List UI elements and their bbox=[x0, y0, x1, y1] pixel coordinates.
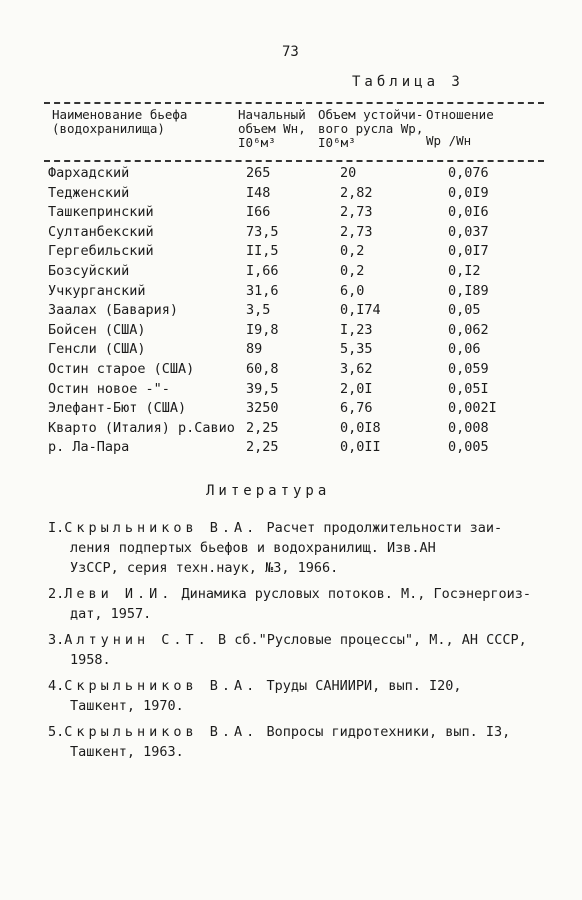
reference-item: I.Скрыльников В.А. Расчет продолжительности заи- ления подпертых бьефов и водохранилищ. Изв.АН УзССР, серия техн.наук, №3, 1966. bbox=[48, 520, 503, 576]
literature-title: Литература bbox=[206, 483, 331, 499]
table-row: Султанбекский 73,5 2,73 0,037 bbox=[48, 223, 489, 240]
table-row: Бозсуйский I,66 0,2 0,I2 bbox=[48, 262, 481, 279]
table-row: Заалах (Бавария) 3,5 0,I74 0,05 bbox=[48, 302, 481, 319]
reference-item: 2.Леви И.И. Динамика русловых потоков. М., Госэнергоиз- дат, 1957. bbox=[48, 586, 532, 622]
reference-item: 5.Скрыльников В.А. Вопросы гидротехники, вып. I3, Ташкент, 1963. bbox=[48, 724, 511, 760]
table-top-rule bbox=[44, 102, 544, 104]
header-ratio: Отношение Wр /Wн bbox=[426, 107, 494, 148]
table-row: Элефант-Бют (США) 3250 6,76 0,002I bbox=[48, 400, 497, 417]
table-header-rule bbox=[44, 160, 544, 162]
table-row: Генсли (США) 89 5,35 0,06 bbox=[48, 341, 481, 358]
page-number: 73 bbox=[282, 44, 299, 60]
reference-item: 4.Скрыльников В.А. Труды САНИИРИ, вып. I20, Ташкент, 1970. bbox=[48, 678, 462, 714]
table-title: Таблица 3 bbox=[352, 74, 464, 90]
table-row: Кварто (Италия) р.Савио 2,25 0,0I8 0,008 bbox=[48, 419, 489, 436]
header-name: Наименование бьефа (водохранилища) bbox=[52, 107, 188, 136]
table-row: Ташкепринский I66 2,73 0,0I6 bbox=[48, 204, 489, 221]
header-stable-volume: Объем устойчи- вого русла Wр, I0⁶м³ bbox=[318, 107, 424, 150]
reservoir-table bbox=[48, 164, 548, 458]
header-initial-volume: Начальный объем Wн, I0⁶м³ bbox=[238, 107, 306, 150]
table-row: Тедженский I48 2,82 0,0I9 bbox=[48, 184, 489, 201]
table-row: Учкурганский 31,6 6,0 0,I89 bbox=[48, 282, 489, 299]
table-row: Остин новое -"- 39,5 2,0I 0,05I bbox=[48, 380, 489, 397]
reference-item: 3.Алтунин С.Т. В сб."Русловые процессы", М., АН СССР, 1958. bbox=[48, 632, 527, 668]
reference-list bbox=[48, 518, 548, 768]
table-row: Гергебильский II,5 0,2 0,0I7 bbox=[48, 243, 489, 260]
table-row: Остин старое (США) 60,8 3,62 0,059 bbox=[48, 360, 489, 377]
table-row: Фархадский 265 20 0,076 bbox=[48, 165, 489, 181]
table-row: Бойсен (США) I9,8 I,23 0,062 bbox=[48, 321, 489, 338]
table-row: р. Ла-Пара 2,25 0,0II 0,005 bbox=[48, 439, 489, 456]
